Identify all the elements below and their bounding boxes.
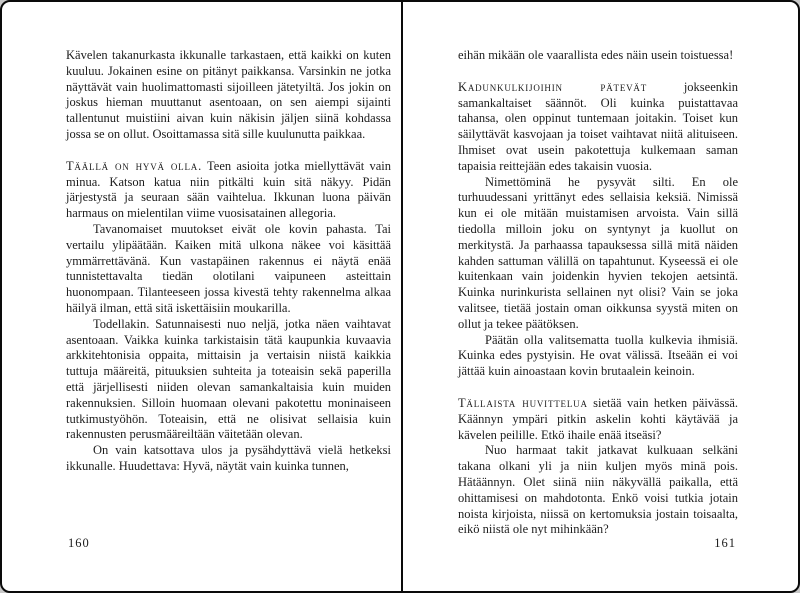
paragraph-text: Teen asioita jotka miellyttävät vain minua. Katson katua niin pitkälti kuin sitä näkyy. Pidän järjestystä ja seuraan sään vaihtelua. Ikkunan luona päivän harmaus on mielentilan viime vuosisatainen allegoria. (66, 158, 391, 221)
paragraph-text: Tavanomaiset muutokset eivät ole kovin pahasta. Tai vertailu ylipäätään. Kaiken mitä ulkona näkee voi käsittää ymmärrettävänä. Kun vastapäinen rakennus ei näytä enää tunnistettavalta tiedän olotilani vaipuneen asteittain huonompaan. Tilanteeseen jossa kivestä tehty rakennelma alkaa häilyä ilman, että sitä iskettäisiin moukarilla. (66, 221, 391, 315)
section-lead-smallcaps: Tällaista huvittelua (458, 395, 588, 410)
paragraph (66, 317, 391, 443)
section-paragraph (458, 396, 738, 443)
paragraph (66, 222, 391, 317)
paragraph-text: eihän mikään ole vaarallista edes näin usein toistuessa! (458, 48, 734, 62)
paragraph (458, 443, 738, 538)
section-paragraph (458, 80, 738, 175)
paragraph (458, 48, 738, 64)
page-number-left: 160 (68, 536, 90, 550)
paragraph (66, 443, 391, 475)
right-page-text-column (458, 48, 738, 538)
left-page-text-column (66, 48, 391, 475)
paragraph-text: sietää vain hetken päivässä. Käännyn ympäri pitkin askelin kohti käytävää ja kävelen peilille. Etkö ihaile enää itseäsi? (458, 395, 738, 442)
section-lead-smallcaps: Kadunkulkijoihin pätevät (458, 79, 648, 94)
section-paragraph (66, 159, 391, 222)
page-gutter-divider (401, 2, 403, 591)
section-lead-smallcaps: Täällä on hyvä olla. (66, 158, 202, 173)
paragraph-text: Nuo harmaat takit jatkavat kulkuaan selkäni takana olkani yli ja niin kuljen myös minä pois. Hätäännyn. Olet siinä niin näkyvällä paikalla, että ohittamisesi on mahdotonta. Enkö voisi tutkia jotain noista kirjoista, niissä on kertomuksia jostain toisaalta, eikö niistä ole nyt mihinkään? (458, 443, 738, 537)
paragraph-text: jokseenkin samankaltaiset säännöt. Oli kuinka puistattavaa tahansa, olen oppinut tuntemaan joitakin. Toiset kun säilyttävät kasvojaan ja toiset vaihtavat niitä alituiseen. Ihmiset ovat usein pakotettuja kulkemaan saman tapaisia reittejään edes takaisin vuosia. (458, 79, 738, 173)
paragraph (66, 48, 391, 143)
paragraph-text: Päätän olla valitsematta tuolla kulkevia ihmisiä. Kuinka edes pystyisin. He ovat välissä. Itseään ei voi jättää kuin ainoastaan kovin brutaalein keinoin. (458, 332, 738, 379)
paragraph-text: Todellakin. Satunnaisesti nuo neljä, jotka näen vaihtavat asentoaan. Vaikka kuinka tarkistaisin tätä kaupunkia kuvaavia arkkitehtonisia oppaita, mittaisin ja vertaisin niistä kaikkia tuttuja määreitä, pituuksien suhteita ja toteaisin sekä paperilla että järjellisesti niiden olevan samankaltaisia kuin muiden rakennuksien. Silloin huomaan olevani pakotettu moninaiseen tutkimustyöhön. Toteaisin, että ne olisivat sellaisia kuin rakennusten perusmääreiltään väitetään olevan. (66, 316, 391, 442)
paragraph-text: On vain katsottava ulos ja pysähdyttävä vielä hetkeksi ikkunalle. Huudettava: Hyvä, näytät vain kuinka tunnen, (66, 443, 391, 473)
page-number-right: 161 (714, 536, 736, 550)
paragraph (458, 175, 738, 333)
paragraph (458, 333, 738, 380)
paragraph-text: Kävelen takanurkasta ikkunalle tarkastaen, että kaikki on kuten kuuluu. Jokainen esine on pitänyt paikkansa. Varsinkin ne jotka näyttävät vain huolimattomasti sijoilleen jätetyiltä. Jos jokin on joskus hieman muuttanut asentoaan, on sen aiempi sijainti tallentunut muistiini aivan kuin näkisin jäljen siinä kohdassa jossa se on ollut. Osoittamassa sitä sille kuulunutta paikkaa. (66, 48, 391, 141)
paragraph-text: Nimettöminä he pysyvät silti. En ole turhuudessani yrittänyt edes sellaisia keksiä. Nimissä kun ei ole mitään muistamisen arvoista. Vain sillä tiedolla milloin joku on syntynyt ja kuollut on merkitystä. Ja parhaassa tapauksessa sillä mitä näiden kahden sattuman välillä on tapahtunut. Kyseessä ei ole kuitenkaan vain joidenkin hyvien tekojen aetsintä. Kuinka nurinkurista sellainen nyt olisi? Vain se joka valitsee, tietää jostain oman oikkunsa syystä miten on ollut ja tekee päätöksen. (458, 174, 738, 331)
